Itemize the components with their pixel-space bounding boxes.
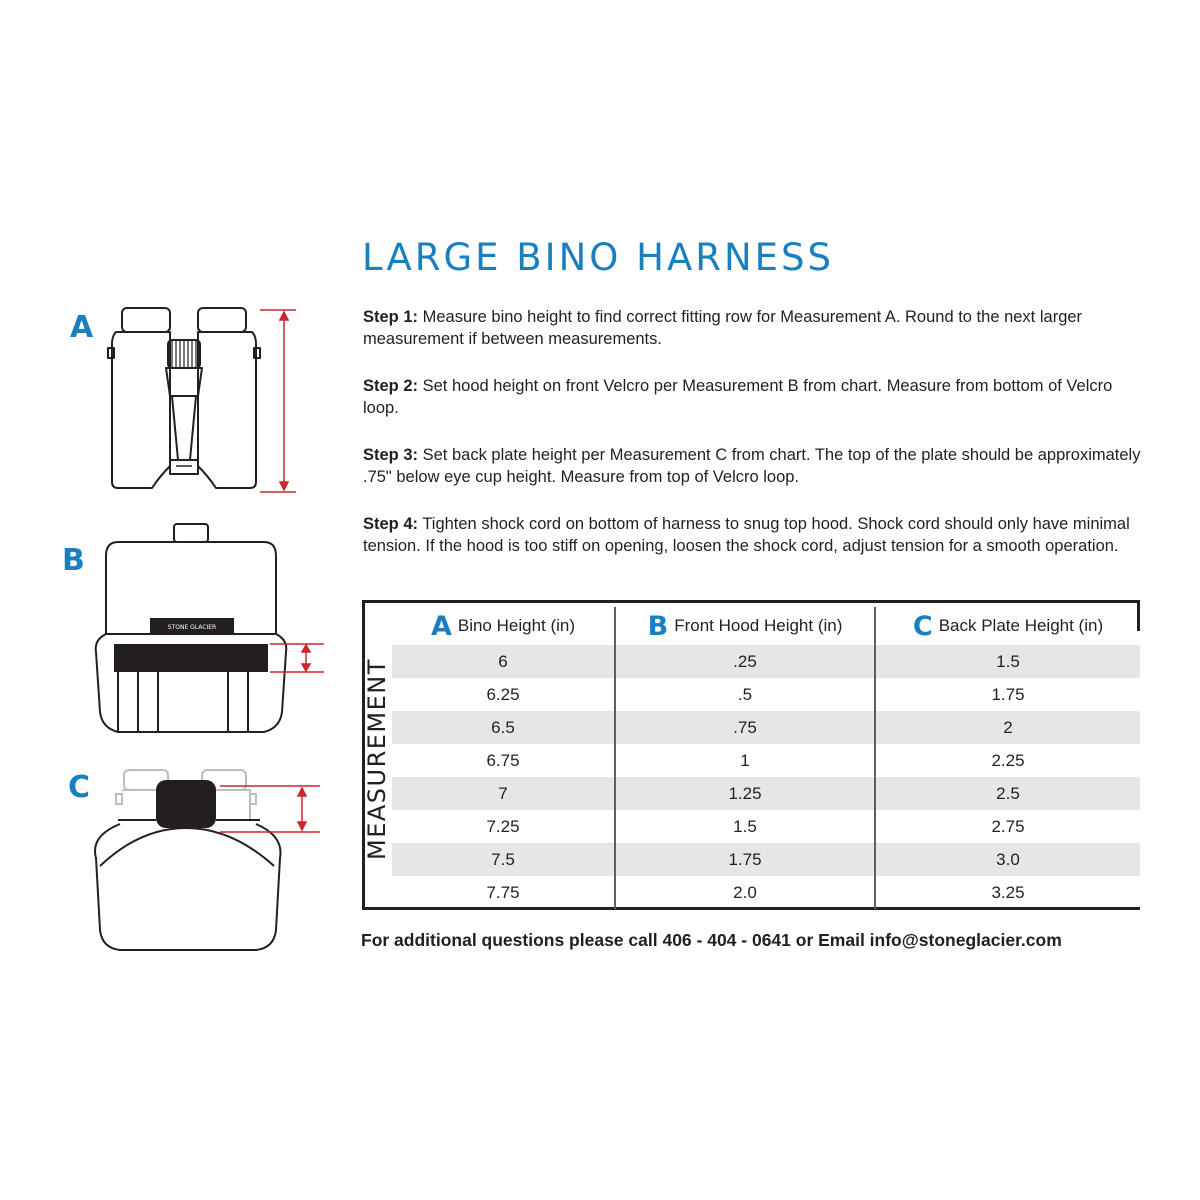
table-cell: .5 <box>615 678 875 711</box>
table-cell: 2.25 <box>875 744 1140 777</box>
table-cell: 1 <box>615 744 875 777</box>
table-cell: 3.25 <box>875 876 1140 909</box>
brand-logo: STONE GLACIER <box>167 624 217 631</box>
step-2: Step 2: Set hood height on front Velcro per Measurement B from chart. Measure from bottom of Velcro loop. <box>363 377 1113 417</box>
table-row <box>392 744 1140 777</box>
table-cell: 1.75 <box>615 843 875 876</box>
front-hood-diagram <box>88 522 328 762</box>
table-cell: 2.75 <box>875 810 1140 843</box>
table-cell: 1.25 <box>615 777 875 810</box>
column-header-back-plate-height: C Back Plate Height (in) <box>875 607 1140 645</box>
page-title: LARGE BINO HARNESS <box>362 236 835 279</box>
table-row <box>392 711 1140 744</box>
table-cell: 2.0 <box>615 876 875 909</box>
diagram-label-c: C <box>68 770 91 805</box>
contact-info: For additional questions please call 406 - 404 - 0641 or Email info@stoneglacier.com <box>361 930 1062 950</box>
table-row <box>392 678 1140 711</box>
table-cell: 1.5 <box>615 810 875 843</box>
column-header-bino-height: A Bino Height (in) <box>430 610 576 642</box>
table-cell: 6.25 <box>486 684 520 704</box>
table-header-row <box>392 607 1140 645</box>
table-cell: .25 <box>615 645 875 678</box>
table-row <box>392 843 1140 876</box>
step-3: Step 3: Set back plate height per Measurement C from chart. The top of the plate should be approximately .75" below eye cup height. Measure from top of Velcro loop. <box>363 446 1141 486</box>
table-row <box>392 810 1140 843</box>
column-header-front-hood-height: B Front Hood Height (in) <box>615 607 875 645</box>
table-row <box>392 876 1140 909</box>
step-1: Step 1: Measure bino height to find correct fitting row for Measurement A. Round to the next larger measurement if between measurements. <box>363 308 1083 348</box>
table-cell: 6.75 <box>486 750 520 770</box>
diagram-label-a: A <box>70 310 94 345</box>
table-cell: 2.5 <box>875 777 1140 810</box>
sizing-table <box>392 607 1140 909</box>
table-cell: 6 <box>392 645 615 678</box>
table-cell: .75 <box>615 711 875 744</box>
measurement-side-label: MEASUREMENT <box>363 658 391 860</box>
binocular-height-diagram <box>100 300 320 500</box>
instruction-steps <box>363 306 1143 582</box>
table-cell: 2 <box>875 711 1140 744</box>
table-cell: 1.75 <box>875 678 1140 711</box>
diagram-label-b: B <box>62 543 85 578</box>
table-cell: 6.5 <box>392 711 615 744</box>
table-cell: 7.75 <box>486 882 520 902</box>
table-cell: 7.25 <box>486 816 520 836</box>
table-cell: 7.5 <box>392 843 615 876</box>
table-cell: 3.0 <box>875 843 1140 876</box>
step-4: Step 4: Tighten shock cord on bottom of harness to snug top hood. Shock cord should only have minimal tension. If the hood is too stiff on opening, loosen the shock cord, adjust tension for a smooth operation. <box>363 515 1130 555</box>
back-plate-diagram <box>80 762 330 962</box>
table-cell: 1.5 <box>875 645 1140 678</box>
table-row <box>392 777 1140 810</box>
table-row <box>392 645 1140 678</box>
table-cell: 7 <box>392 777 615 810</box>
